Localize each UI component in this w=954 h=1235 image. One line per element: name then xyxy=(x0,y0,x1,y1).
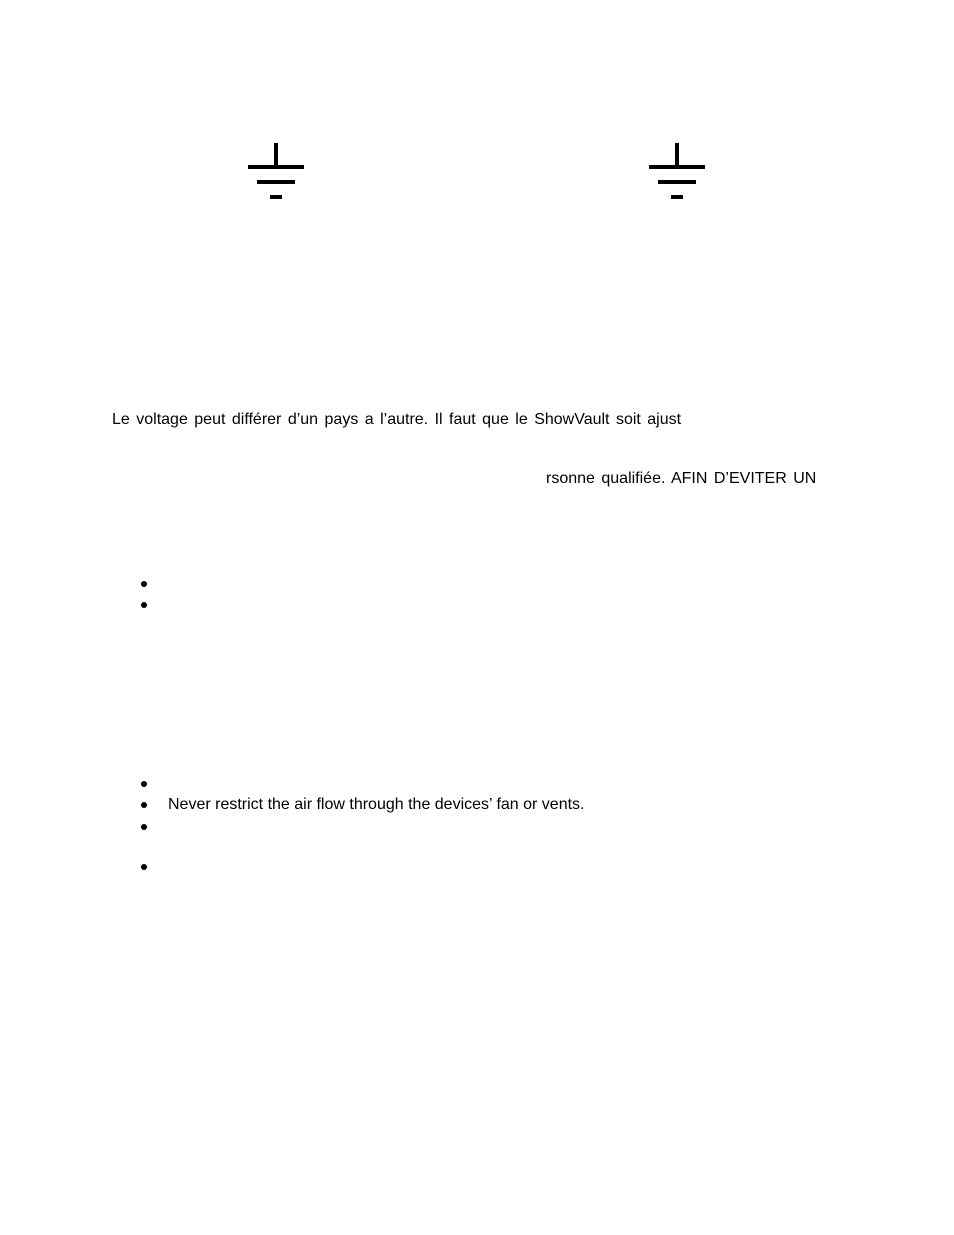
list-2-item-2: Never restrict the air flow through the devices’ fan or vents. xyxy=(168,796,585,813)
french-paragraph-line-2: rsonne qualifiée. AFIN D’EVITER UN xyxy=(546,470,817,487)
list-2-bullet-4 xyxy=(140,857,150,877)
ground-symbol-icon xyxy=(649,143,705,203)
list-2-bullet-2 xyxy=(140,795,150,815)
ground-symbol-icon xyxy=(248,143,304,203)
list-2-bullet-1 xyxy=(140,774,150,794)
french-paragraph-line-1: Le voltage peut différer d’un pays a l’autre. Il faut que le ShowVault soit ajust xyxy=(112,411,682,428)
list-1-bullet-1 xyxy=(140,574,150,594)
list-1-bullet-2 xyxy=(140,595,150,615)
list-2-bullet-3 xyxy=(140,817,150,837)
